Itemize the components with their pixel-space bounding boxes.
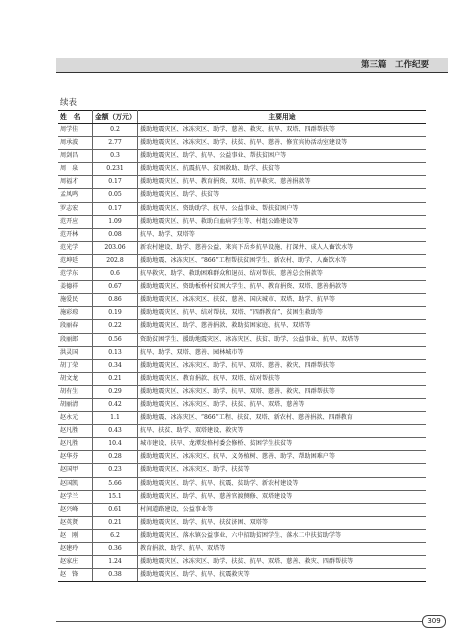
cell-name: 赵凡胜 — [58, 438, 93, 451]
table-row — [58, 241, 426, 254]
cell-amount: 0.38 — [93, 569, 138, 582]
table-row — [58, 425, 426, 438]
table-row — [58, 477, 426, 490]
cell-amount: 1.09 — [93, 215, 138, 228]
cell-name: 赵国甲 — [58, 464, 93, 477]
cell-purpose: 村间道路建设、公益事业等 — [138, 503, 427, 516]
table-row — [58, 137, 426, 150]
table-row — [58, 202, 426, 215]
table-row — [58, 320, 426, 333]
table-row — [58, 569, 426, 582]
cell-amount: 0.3 — [93, 150, 138, 163]
cell-amount: 0.2 — [93, 124, 138, 137]
cell-name: 周福才 — [58, 176, 93, 189]
table-row — [58, 490, 426, 503]
cell-name: 胡丁荣 — [58, 359, 93, 372]
cell-purpose: 援助地震灾区、助学、抗旱、扶贫济困、双塔等 — [138, 516, 427, 529]
cell-amount: 0.19 — [93, 307, 138, 320]
table-row — [58, 307, 426, 320]
cell-amount: 0.17 — [93, 176, 138, 189]
cell-purpose: 援助地震灾区、冰冻灾区、助学、扶贫、抗旱、双塔、慈善、救灾、四群帮扶等 — [138, 556, 427, 569]
table-row — [58, 294, 426, 307]
section-title: 第三篇 工作纪要 — [360, 60, 429, 70]
cell-name: 赵兴峰 — [58, 503, 93, 516]
cell-name: 周承波 — [58, 137, 93, 150]
cell-amount: 1.24 — [93, 556, 138, 569]
cell-name: 赵国凯 — [58, 477, 93, 490]
cell-purpose: 援助地震灾区、冰冻灾区、助学、抗旱、双塔、慈善、救灾、四群帮扶等 — [138, 385, 427, 398]
cell-name: 段丽春 — [58, 320, 93, 333]
table-row — [58, 398, 426, 411]
cell-amount: 0.61 — [93, 503, 138, 516]
cell-name: 赵 刚 — [58, 529, 93, 542]
cell-amount: 0.23 — [93, 464, 138, 477]
cell-purpose: 援助地震灾区、冰冻灾区、助学、抗旱、双塔、慈善、救灾、四群帮扶等 — [138, 359, 427, 372]
cell-purpose: 援助地震灾区、助学、抗旱、抗震、贫助学、新农村建设等 — [138, 477, 427, 490]
cell-purpose: 援助地震、冰冻灾区、“866”工程帮扶贫困学生、新农村、助学、人畜饮水等 — [138, 254, 427, 267]
cell-name: 范开林 — [58, 228, 93, 241]
footer-rule — [56, 621, 422, 622]
cell-purpose: 援助地震灾区、抗旱、教育捐资、双塔、抗旱救灾、慈善捐款等 — [138, 176, 427, 189]
cell-purpose: 援助地震灾区、教育捐款、抗旱、双塔、结对帮扶等 — [138, 372, 427, 385]
table-row — [58, 124, 426, 137]
table-row — [58, 556, 426, 569]
cell-purpose: 新农村建设、助学、慈善公益、来宾下岳乡抗旱设施、打深井、成人人畜饮水等 — [138, 241, 427, 254]
cell-amount: 10.4 — [93, 438, 138, 451]
table-row — [58, 346, 426, 359]
cell-name: 施爱民 — [58, 294, 93, 307]
table-row — [58, 359, 426, 372]
cell-purpose: 援助地震灾区、资助板桥村贫困大学生、抗旱、教育捐资、双塔、慈善捐款等 — [138, 281, 427, 294]
cell-amount: 0.86 — [93, 294, 138, 307]
cell-name: 胡文龙 — [58, 372, 93, 385]
cell-name: 罗志宏 — [58, 202, 93, 215]
column-header-purpose: 主要用途 — [138, 111, 427, 124]
cell-name: 赵 锋 — [58, 569, 93, 582]
cell-amount: 0.13 — [93, 346, 138, 359]
cell-purpose: 援助地震灾区、冰冻灾区、抗旱、义务植树、慈善、助学、帮助困难户等 — [138, 451, 427, 464]
continued-label: 续表 — [60, 98, 78, 108]
table-row — [58, 281, 426, 294]
cell-amount: 0.05 — [93, 189, 138, 202]
table-row — [58, 189, 426, 202]
cell-name: 赵家庄 — [58, 556, 93, 569]
cell-name: 孟凤鸣 — [58, 189, 93, 202]
cell-amount: 6.2 — [93, 529, 138, 542]
table-row — [58, 228, 426, 241]
cell-amount: 0.28 — [93, 451, 138, 464]
table-row — [58, 529, 426, 542]
cell-name: 赵英贤 — [58, 516, 93, 529]
cell-name: 段丽郎 — [58, 333, 93, 346]
cell-purpose: 抗旱、助学、双塔、慈善、园林城市等 — [138, 346, 427, 359]
cell-name: 胡有生 — [58, 385, 93, 398]
cell-purpose: 抗旱、助学、双塔等 — [138, 228, 427, 241]
cell-name: 范光学 — [58, 241, 93, 254]
column-header-name: 姓 名 — [58, 111, 93, 124]
cell-amount: 0.67 — [93, 281, 138, 294]
table-row — [58, 176, 426, 189]
cell-purpose: 援助地震灾区、落水镇公益事业、六中招助贫困学生、落水二中扶贫助学等 — [138, 529, 427, 542]
table-row — [58, 385, 426, 398]
cell-name: 赵建玲 — [58, 543, 93, 556]
table-row — [58, 503, 426, 516]
cell-amount: 202.8 — [93, 254, 138, 267]
table-row — [58, 268, 426, 281]
cell-purpose: 援助地震灾区、助学、抗旱、抗震救灾等 — [138, 569, 427, 582]
cell-purpose: 援助地震灾区、抗震抗旱、贫困救助、助学、扶贫等 — [138, 163, 427, 176]
cell-purpose: 援助地震灾区、助学、慈善捐款、救助贫困家庭、抗旱、双塔等 — [138, 320, 427, 333]
cell-purpose: 城市建设、扶旱、龙潭发格村委会修桥、贫困学生扶贫等 — [138, 438, 427, 451]
cell-amount: 0.42 — [93, 398, 138, 411]
cell-name: 范学东 — [58, 268, 93, 281]
table-row — [58, 412, 426, 425]
cell-purpose: 援助地震、冰冻灾区、“866”工程、扶贫、双塔、新农村、慈善捐款、四群教育 — [138, 412, 427, 425]
table-row — [58, 543, 426, 556]
cell-purpose: 援助地震灾区、冰冻灾区、助学、扶贫、抗旱、慈善、修宜宾协活动室建设等 — [138, 137, 427, 150]
cell-amount: 0.34 — [93, 359, 138, 372]
cell-amount: 0.21 — [93, 516, 138, 529]
table-row — [58, 333, 426, 346]
cell-name: 范坤廷 — [58, 254, 93, 267]
cell-amount: 0.6 — [93, 268, 138, 281]
cell-name: 范开应 — [58, 215, 93, 228]
cell-purpose: 援助地震灾区、冰冻灾区、助学、扶贫、抗旱、双塔、慈善等 — [138, 398, 427, 411]
cell-purpose: 抗旱、扶贫、助学、双塔建设、救灾等 — [138, 425, 427, 438]
cell-amount: 0.56 — [93, 333, 138, 346]
cell-amount: 203.06 — [93, 241, 138, 254]
table-row — [58, 438, 426, 451]
cell-name: 施彩琼 — [58, 307, 93, 320]
cell-purpose: 援助地震灾区、冰冻灾区、助学、扶贫等 — [138, 464, 427, 477]
donations-table — [58, 110, 426, 582]
cell-name: 赵永元 — [58, 412, 93, 425]
cell-amount: 0.08 — [93, 228, 138, 241]
cell-amount: 1.1 — [93, 412, 138, 425]
table-row — [58, 163, 426, 176]
cell-amount: 0.231 — [93, 163, 138, 176]
cell-amount: 0.29 — [93, 385, 138, 398]
cell-name: 赵凡胜 — [58, 425, 93, 438]
cell-purpose: 援助地震灾区、助学、抗旱、公益事业、帮扶贫困户等 — [138, 150, 427, 163]
table-row — [58, 516, 426, 529]
cell-name: 胡丽清 — [58, 398, 93, 411]
column-header-amount: 金额（万元） — [93, 111, 138, 124]
cell-purpose: 教育捐款、助学、抗旱、双塔等 — [138, 543, 427, 556]
cell-amount: 0.43 — [93, 425, 138, 438]
cell-amount: 15.1 — [93, 490, 138, 503]
table-row — [58, 372, 426, 385]
table-row — [58, 215, 426, 228]
cell-purpose: 援助地震灾区、抗旱、结对帮扶、双塔、“四群教育”、贫困生救助等 — [138, 307, 427, 320]
table-row — [58, 464, 426, 477]
table-header-row — [58, 111, 426, 124]
cell-purpose: 援助地震灾区、资助助学、抗旱、公益事业、帮扶贫困户等 — [138, 202, 427, 215]
cell-name: 洪灵国 — [58, 346, 93, 359]
cell-purpose: 援助地震灾区、助学、抗旱、慈善官渡侧修、双塔建设等 — [138, 490, 427, 503]
cell-amount: 0.21 — [93, 372, 138, 385]
cell-amount: 0.36 — [93, 543, 138, 556]
header-rule — [56, 72, 448, 73]
cell-amount: 0.17 — [93, 202, 138, 215]
table-row — [58, 451, 426, 464]
cell-purpose: 援助地震灾区、抗旱、救助白血病学生等、村组公路建设等 — [138, 215, 427, 228]
cell-amount: 5.66 — [93, 477, 138, 490]
table-row — [58, 254, 426, 267]
table-row — [58, 150, 426, 163]
page-number: 309 — [422, 615, 446, 628]
cell-name: 周剑昌 — [58, 150, 93, 163]
cell-name: 周 泉 — [58, 163, 93, 176]
cell-purpose: 资助贫困学生、援助地震灾区、冰冻灾区、扶贫、助学、公益事业、抗旱、双塔等 — [138, 333, 427, 346]
cell-purpose: 抗旱救灾、助学、救助困难群众和退员、结对帮扶、慈善总会捐款等 — [138, 268, 427, 281]
cell-purpose: 援助地震灾区、助学、扶贫等 — [138, 189, 427, 202]
cell-purpose: 援助地震灾区、冰冻灾区、助学、慈善、救灾、抗旱、双塔、四群帮扶等 — [138, 124, 427, 137]
cell-name: 姜德祥 — [58, 281, 93, 294]
cell-name: 赵学兰 — [58, 490, 93, 503]
cell-amount: 0.22 — [93, 320, 138, 333]
cell-name: 周学佳 — [58, 124, 93, 137]
cell-purpose: 援助地震灾区、冰冻灾区、扶贫、慈善、国庆城市、双塔、助学、抗旱等 — [138, 294, 427, 307]
cell-amount: 2.77 — [93, 137, 138, 150]
cell-name: 赵华芬 — [58, 451, 93, 464]
